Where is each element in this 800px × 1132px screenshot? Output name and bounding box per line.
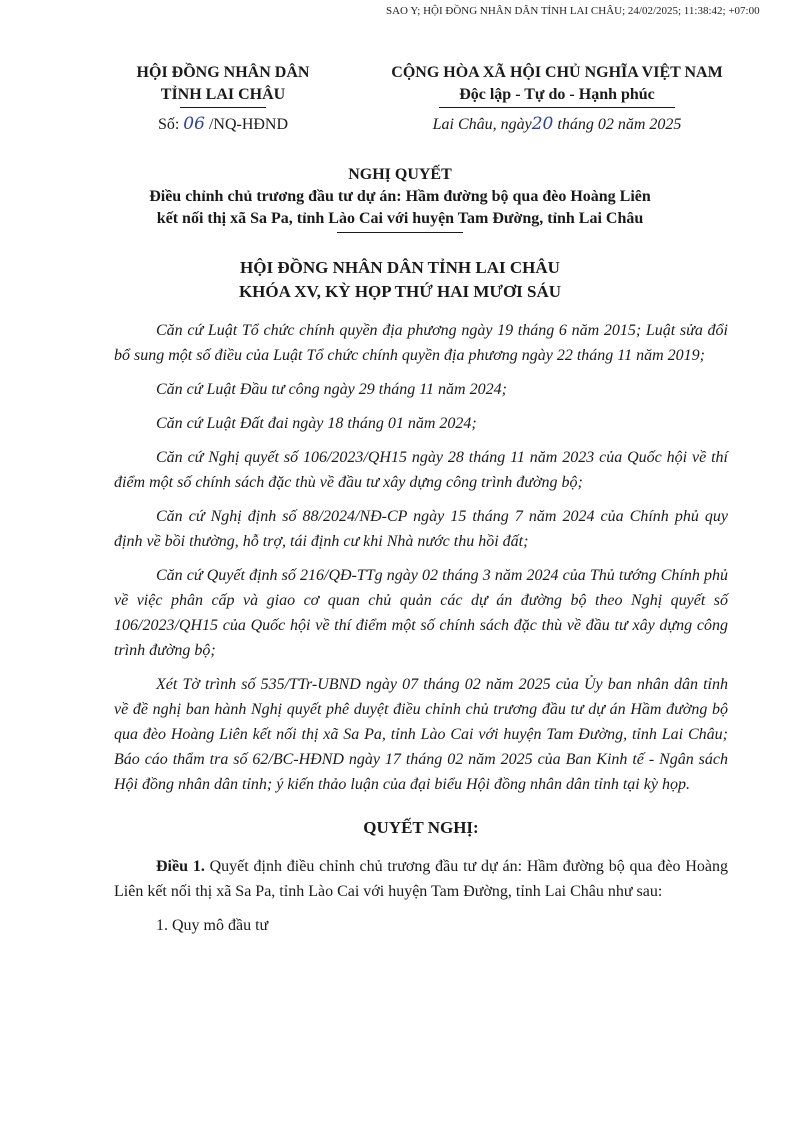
motto-line-2: Độc lập - Tự do - Hạnh phúc	[459, 86, 655, 103]
resolution-subject-line-2: kết nối thị xã Sa Pa, tỉnh Lào Cai với huyện Tam Đường, tỉnh Lai Châu	[156, 210, 644, 227]
motto-line-1: CỘNG HÒA XÃ HỘI CHỦ NGHĨA VIỆT NAM	[391, 64, 723, 81]
authority-line-1: HỘI ĐỒNG NHÂN DÂN	[136, 64, 310, 81]
date-handwritten: 20	[531, 114, 554, 134]
basis-paragraph: Căn cứ Quyết định số 216/QĐ-TTg ngày 02 tháng 3 năm 2024 của Thủ tướng Chính phủ về việc phân cấp và giao cơ quan chủ quản các dự án đường bộ theo Nghị quyết số 106/2023/QH15 của Quốc hội về thí điểm một số chính sách đặc thù về đầu tư xây dựng công trình đường bộ;	[114, 567, 728, 659]
digital-copy-stamp: SAO Y; HỘI ĐỒNG NHÂN DÂN TỈNH LAI CHÂU; 24/02/2025; 11:38:42; +07:00	[386, 5, 760, 17]
issuing-authority	[108, 62, 338, 108]
article-1	[114, 854, 728, 904]
consideration-paragraph: Xét Tờ trình số 535/TTr-UBND ngày 07 tháng 02 năm 2025 của Ủy ban nhân dân tỉnh về đề nghị ban hành Nghị quyết phê duyệt điều chỉnh chủ trương đầu tư dự án Hầm đường bộ qua đèo Hoàng Liên kết nối thị xã Sa Pa, tỉnh Lào Cai với huyện Tam Đường, tỉnh Lai Châu; Báo cáo thẩm tra số 62/BC-HĐND ngày 17 tháng 02 năm 2025 của Ban Kinh tế - Ngân sách Hội đồng nhân dân tỉnh; ý kiến thảo luận của đại biểu Hội đồng nhân dân tỉnh tại kỳ họp.	[114, 676, 728, 793]
date-prefix: Lai Châu, ngày	[432, 116, 532, 133]
resolution-title	[60, 164, 740, 233]
council-line-2: KHÓA XV, KỲ HỌP THỨ HAI MƯƠI SÁU	[238, 282, 562, 301]
resolution-subject-line-1: Điều chỉnh chủ trương đầu tư dự án: Hầm đường bộ qua đèo Hoàng Liên	[149, 188, 651, 205]
council-line-1: HỘI ĐỒNG NHÂN DÂN TỈNH LAI CHÂU	[240, 258, 560, 277]
document-number	[108, 114, 338, 134]
resolution-heading: NGHỊ QUYẾT	[348, 166, 452, 183]
motto-underline	[439, 107, 675, 108]
article-1-text: Quyết định điều chỉnh chủ trương đầu tư dự án: Hầm đường bộ qua đèo Hoàng Liên kết nối thị xã Sa Pa, tỉnh Lào Cai với huyện Tam Đường, tỉnh Lai Châu như sau:	[114, 858, 728, 900]
basis-paragraph: Căn cứ Nghị định số 88/2024/NĐ-CP ngày 15 tháng 7 năm 2024 của Chính phủ quy định về bồi thường, hỗ trợ, tái định cư khi Nhà nước thu hồi đất;	[114, 508, 728, 550]
basis-paragraph: Căn cứ Luật Đầu tư công ngày 29 tháng 11 năm 2024;	[156, 381, 507, 398]
authority-underline	[180, 107, 266, 108]
doc-no-handwritten: 06	[183, 114, 205, 134]
council-heading	[60, 256, 740, 304]
basis-paragraph: Căn cứ Luật Tổ chức chính quyền địa phương ngày 19 tháng 6 năm 2015; Luật sửa đổi bổ sung một số điều của Luật Tổ chức chính quyền địa phương ngày 22 tháng 11 năm 2019;	[114, 322, 728, 364]
document-body	[114, 318, 728, 947]
decide-heading: QUYẾT NGHỊ:	[363, 818, 479, 837]
national-motto	[352, 62, 762, 108]
title-underline	[337, 232, 463, 233]
date-suffix: tháng 02 năm 2025	[557, 116, 682, 133]
basis-paragraph: Căn cứ Luật Đất đai ngày 18 tháng 01 năm 2024;	[156, 415, 477, 432]
article-1-label: Điều 1.	[156, 858, 205, 875]
authority-line-2: TỈNH LAI CHÂU	[160, 86, 286, 103]
date-line	[352, 114, 762, 134]
item-1: 1. Quy mô đầu tư	[156, 917, 269, 934]
doc-no-prefix: Số:	[157, 116, 180, 133]
doc-no-suffix: /NQ-HĐND	[208, 116, 289, 133]
basis-paragraph: Căn cứ Nghị quyết số 106/2023/QH15 ngày 28 tháng 11 năm 2023 của Quốc hội về thí điểm một số chính sách đặc thù về đầu tư xây dựng công trình đường bộ;	[114, 449, 728, 491]
